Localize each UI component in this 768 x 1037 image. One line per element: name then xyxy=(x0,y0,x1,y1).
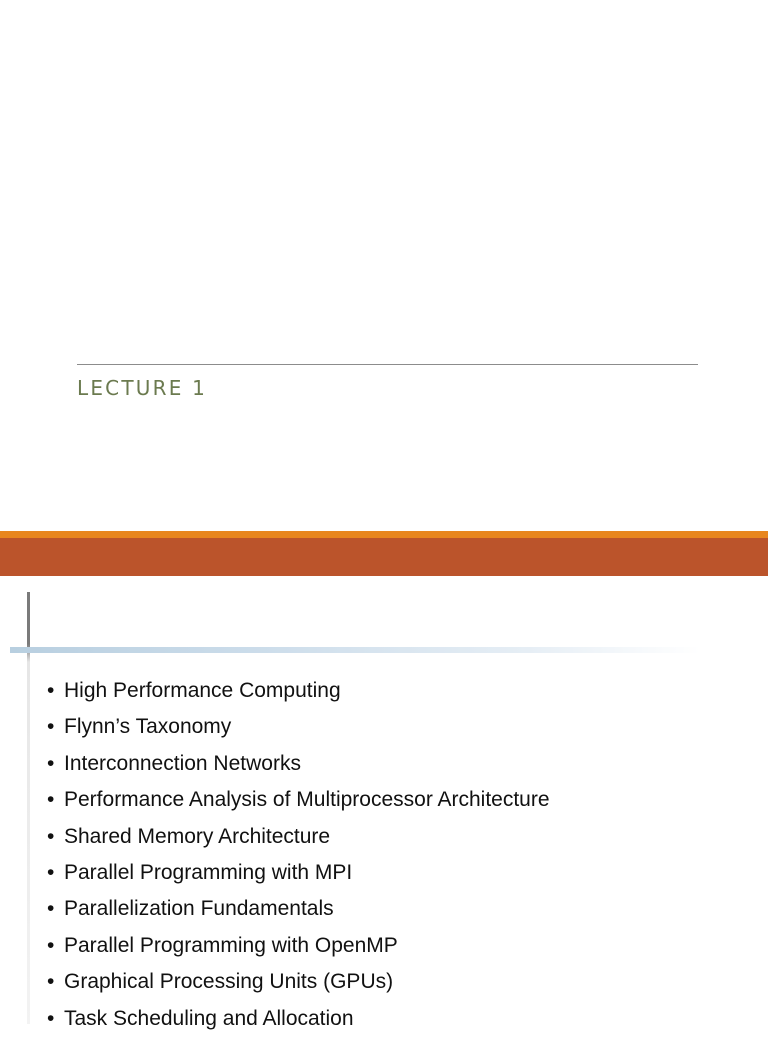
topic-text: Graphical Processing Units (GPUs) xyxy=(64,970,394,994)
bullet-icon: • xyxy=(47,861,55,885)
bullet-icon: • xyxy=(47,1006,55,1030)
list-item xyxy=(47,819,550,855)
list-item xyxy=(47,964,550,1000)
list-item xyxy=(47,673,550,709)
topic-list xyxy=(47,673,550,1037)
list-item xyxy=(47,891,550,927)
topic-text: Task Scheduling and Allocation xyxy=(64,1006,354,1030)
list-item xyxy=(47,928,550,964)
bullet-icon: • xyxy=(47,824,55,848)
list-item xyxy=(47,855,550,891)
topic-text: Performance Analysis of Multiprocessor Architecture xyxy=(64,788,550,812)
topic-text: Flynn’s Taxonomy xyxy=(64,715,232,739)
horizontal-divider xyxy=(10,647,700,653)
list-item xyxy=(47,1001,550,1037)
accent-stripe xyxy=(0,531,768,538)
bullet-icon: • xyxy=(47,715,55,739)
bullet-icon: • xyxy=(47,933,55,957)
title-divider xyxy=(77,364,698,365)
bullet-icon: • xyxy=(47,788,55,812)
slide-subtitle: LECTURE 1 xyxy=(77,376,208,400)
topic-text: Parallelization Fundamentals xyxy=(64,897,334,921)
bullet-icon: • xyxy=(47,897,55,921)
bullet-icon: • xyxy=(47,970,55,994)
topic-text: High Performance Computing xyxy=(64,679,341,702)
topic-text: Shared Memory Architecture xyxy=(64,824,331,848)
list-item xyxy=(47,746,550,782)
vertical-divider xyxy=(27,592,30,1024)
bullet-icon: • xyxy=(47,751,55,775)
topic-text: Interconnection Networks xyxy=(64,751,301,775)
bullet-icon: • xyxy=(47,679,55,702)
list-item xyxy=(47,709,550,745)
accent-band xyxy=(0,538,768,576)
topic-text: Parallel Programming with OpenMP xyxy=(64,933,398,957)
list-item xyxy=(47,782,550,818)
topic-text: Parallel Programming with MPI xyxy=(64,861,353,885)
